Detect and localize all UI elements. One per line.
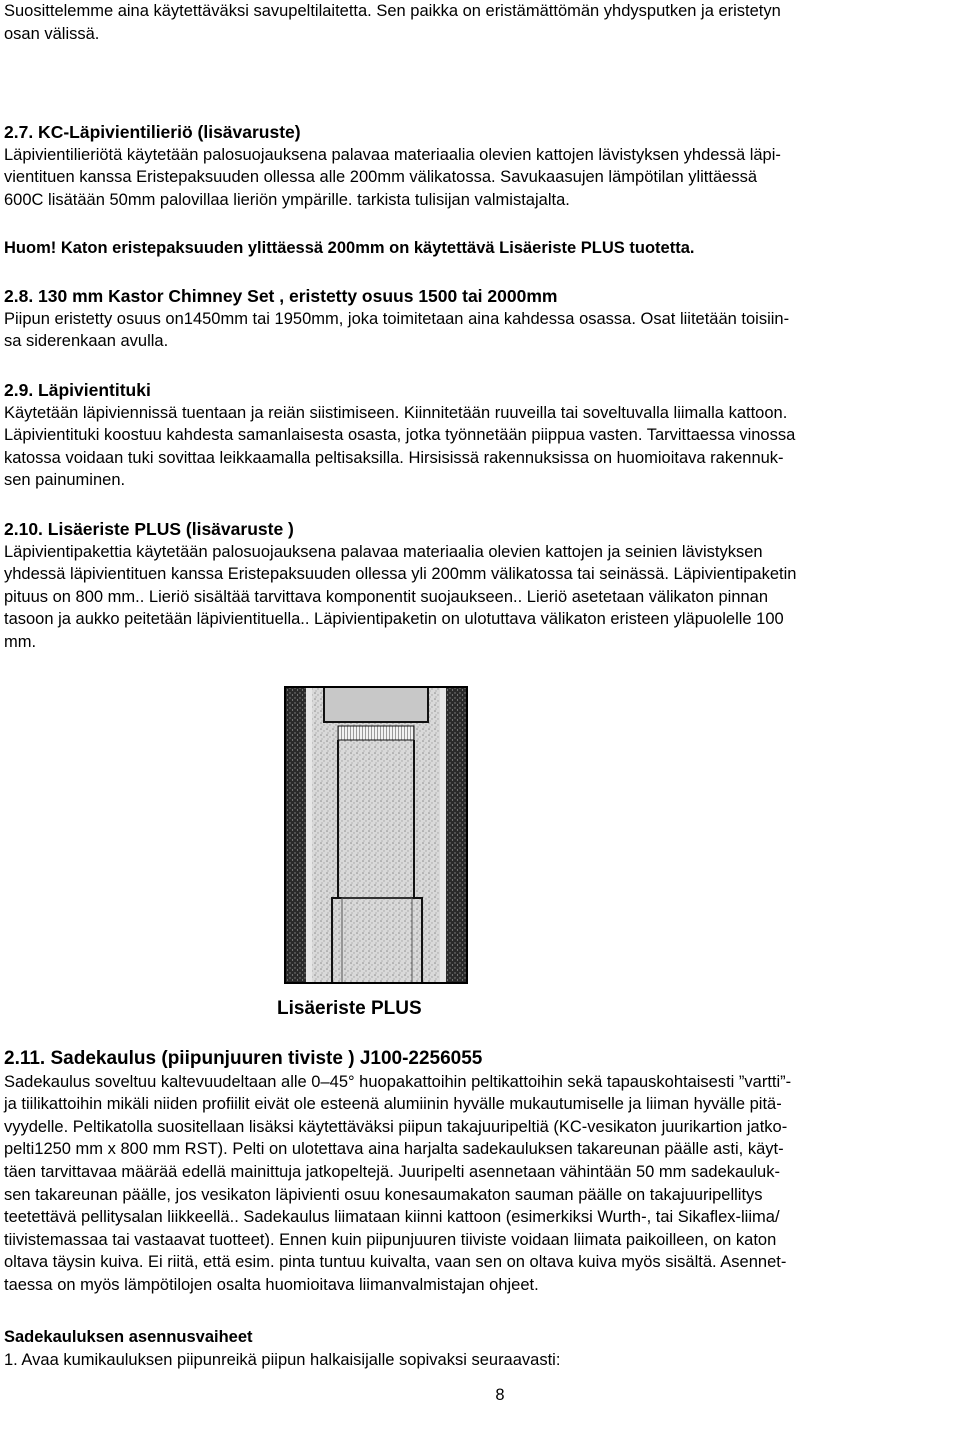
paragraph-line: Piipun eristetty osuus on1450mm tai 1950mm, joka toimitetaan aina kahdessa osassa. Osat liitetään toisiin-: [4, 309, 790, 328]
paragraph-line: Käytetään läpiviennissä tuentaan ja reiän siistimiseen. Kiinnitetään ruuveilla tai soveltuvalla liimalla kattoon.: [4, 403, 788, 422]
section-2-10: [4, 518, 954, 654]
section-2-11: [4, 1048, 954, 1297]
section-heading: 2.11. Sadekaulus (piipunjuuren tiviste ) J100-2256055: [4, 1048, 483, 1069]
paragraph-line: yhdessä läpivientituen kanssa Eristepaksuuden ollessa yli 200mm välikatossa tai seinässä. Läpivientipaketin: [4, 565, 797, 584]
paragraph-line: teetettävä pellitysalan liikkeellä.. Sadekaulus liimataan kiinni kattoon (esimerkiksi Wurth-, tai Sikaflex-liima/: [4, 1208, 780, 1227]
subsection-heading: Sadekauluksen asennusvaiheet: [4, 1328, 253, 1346]
section-heading: 2.10. Lisäeriste PLUS (lisävaruste ): [4, 519, 294, 539]
paragraph-line: Sadekaulus soveltuu kaltevuudeltaan alle 0–45° huopakattoihin peltikattoihin sekä tapauskohtaisesti ”vartti”-: [4, 1072, 792, 1091]
section-2-7: [4, 121, 954, 211]
paragraph-line: oltava täysin kuiva. Ei riitä, että esim. pinta tuntuu kuivalta, vaan sen on oltava kuiva myös sisältä. Asennet-: [4, 1253, 787, 1272]
section-2-9: [4, 379, 954, 492]
paragraph-line: pituus on 800 mm.. Lieriö sisältää tarvittava komponentit suojaukseen.. Lieriö asetetaan välikaton pinnan: [4, 587, 769, 606]
lisaeriste-plus-figure: [284, 686, 468, 989]
step-line: 1. Avaa kumikauluksen piipunreikä piipun halkaisijalle sopivaksi seuraavasti:: [4, 1350, 561, 1369]
section-2-7-note: [4, 237, 954, 260]
paragraph-line: mm.: [4, 632, 37, 651]
paragraph-line: vyydelle. Peltikatolla suositellaan lisäksi käytettäväksi piipun takajuuripeltiä (KC-vesikaton juurikartion jatko-: [4, 1117, 788, 1136]
paragraph-line: Läpivientilieriötä käytetään palosuojauksena palavaa materiaalia olevien kattojen lävistyksen yhdessä läpi-: [4, 145, 781, 164]
section-heading: 2.8. 130 mm Kastor Chimney Set , eristetty osuus 1500 tai 2000mm: [4, 286, 558, 306]
intro-line: osan välissä.: [4, 24, 100, 43]
paragraph-line: vientituen kanssa Eristepaksuuden ollessa alle 200mm välikatossa. Savukaasujen lämpötilan ylittäessä: [4, 168, 757, 187]
note-line: Huom! Katon eristepaksuuden ylittäessä 200mm on käytettävä Lisäeriste PLUS tuotetta.: [4, 239, 695, 257]
section-heading: 2.9. Läpivientituki: [4, 380, 151, 400]
paragraph-line: katossa voidaan tuki sovittaa leikkaamalla peltisaksilla. Hirsisissä rakennuksissa on huomioitava rakennuk-: [4, 448, 784, 467]
paragraph-line: tiivistemassaa tai vastaavat tuotteet). Ennen kuin piipunjuuren tiiviste voidaan liimata paikoilleen, on katon: [4, 1230, 777, 1249]
install-steps: [4, 1326, 954, 1371]
paragraph-line: pelti1250 mm x 800 mm RST). Pelti on ulotettava aina harjalta sadekauluksen takareunan päälle asti, käyt-: [4, 1140, 784, 1159]
paragraph-line: täen tarvittavaa määrää edellä mainittuja jatkopeltejä. Juuripelti asennetaan vähintään 50 mm sadekauluk-: [4, 1162, 780, 1181]
figure-caption: Lisäeriste PLUS: [277, 998, 422, 1019]
paragraph-line: sen painuminen.: [4, 471, 126, 490]
paragraph-line: sa siderenkaan avulla.: [4, 332, 169, 351]
paragraph-line: Läpivientituki koostuu kahdesta samanlaisesta osasta, jotka työnnetään piippua vasten. Tarvittaessa vinossa: [4, 426, 796, 445]
paragraph-line: ja tiilikattoihin mikäli niiden profiilit eivät ole esteenä alumiinin hyvälle mukautumiselle ja liiman hyvälle pitä-: [4, 1095, 782, 1114]
paragraph-line: taessa on myös lämpötilojen osalta huomioitava liimanvalmistajan ohjeet.: [4, 1275, 539, 1294]
paragraph-line: Läpivientipakettia käytetään palosuojauksena palavaa materiaalia olevien kattojen ja seinien lävistyksen: [4, 542, 763, 561]
paragraph-line: sen takareunan päälle, jos vesikaton läpivienti osuu konesaumakaton sauman päälle on takajuuripellitys: [4, 1185, 763, 1204]
section-2-8: [4, 285, 954, 353]
section-heading: 2.7. KC-Läpivientilieriö (lisävaruste): [4, 122, 301, 142]
paragraph-line: tasoon ja aukko peitetään läpivientituella.. Läpivientipaketin on ulotuttava välikaton eristeen yläpuolelle 100: [4, 610, 784, 629]
paragraph-line: 600C lisätään 50mm palovillaa lieriön ympärille. tarkista tulisijan valmistajalta.: [4, 190, 570, 209]
intro-line: Suosittelemme aina käytettäväksi savupeltilaitetta. Sen paikka on eristämättömän yhdysputken ja eristetyn: [4, 2, 781, 20]
intro-paragraph: [4, 0, 954, 45]
page-number: 8: [495, 1386, 505, 1404]
